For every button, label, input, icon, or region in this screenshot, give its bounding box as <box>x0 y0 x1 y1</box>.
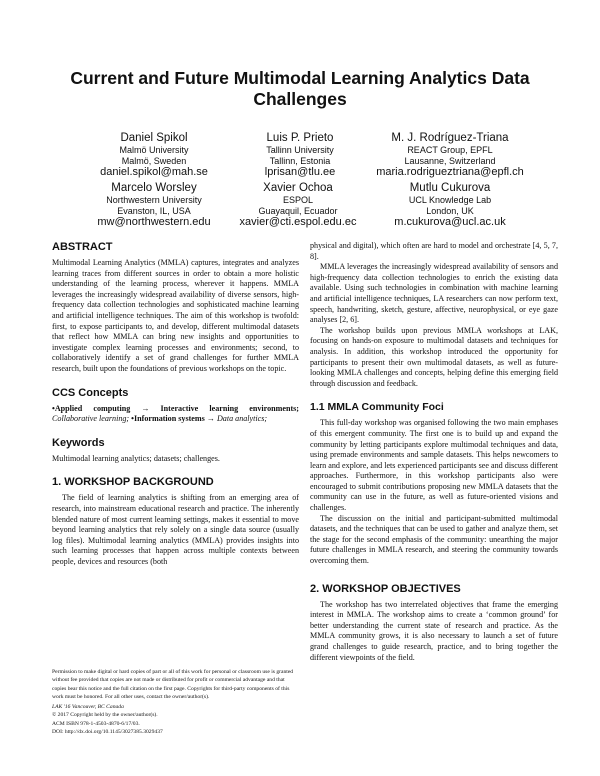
author-location: Tallinn, Estonia <box>269 155 331 166</box>
copyright-footnote <box>52 668 299 736</box>
author-location: Lausanne, Switzerland <box>404 155 496 166</box>
author-location: London, UK <box>426 205 474 216</box>
author-name: Xavier Ochoa <box>263 182 333 194</box>
author-affiliation: REACT Group, EPFL <box>407 145 493 155</box>
author-affiliation: Tallinn University <box>266 145 334 155</box>
ccs-concept: •Information systems → <box>129 414 215 424</box>
author-email: lprisan@tlu.ee <box>264 166 336 178</box>
author-block <box>213 181 383 229</box>
author-block <box>69 131 239 179</box>
author-block <box>365 181 535 229</box>
ccs-heading: CCS Concepts <box>52 386 129 399</box>
author-location: Malmö, Sweden <box>121 155 187 166</box>
subsection-heading: 1.1 MMLA Community Foci <box>310 401 444 414</box>
author-name: Mutlu Cukurova <box>409 182 491 194</box>
section-heading: 2. WORKSHOP OBJECTIVES <box>310 582 461 595</box>
doi-line[interactable]: DOI: http://dx.doi.org/10.1145/3027385.3029437 <box>52 729 163 736</box>
paper-title: Current and Future Multimodal Learning Analytics Data Challenges <box>70 68 530 109</box>
author-name: M. J. Rodríguez-Triana <box>391 132 509 144</box>
author-email: xavier@cti.espol.edu.ec <box>239 216 357 228</box>
author-affiliation: UCL Knowledge Lab <box>408 195 492 205</box>
paragraph: The workshop has two interrelated objectives that frame the emerging interest in MMLA. The workshop aims to create a ‘common ground’ for better understanding the current state of research and practice. As the MMLA community grows, it is also necessary to launch a set of future grand challenges to guide research, practice, and to bring together the different viewpoints of the field. <box>310 599 558 662</box>
ccs-concept: •Applied computing → Interactive learning environments; <box>52 403 299 413</box>
right-column <box>310 241 558 663</box>
abstract-heading: ABSTRACT <box>52 241 113 253</box>
keywords-heading: Keywords <box>52 436 105 449</box>
abstract-text: Multimodal Learning Analytics (MMLA) captures, integrates and analyzes learning traces from different sources in order to obtain a more holistic understanding of the learning process, wherever it happens. MMLA leverages the increasingly widespread availability of diverse sensors, high-frequency data collection technologies and sophisticated machine learning and artificial intelligence techniques. The aim of this workshop is twofold: first, to expose participants to, and develop, different multimodal datasets that reflect how MMLA can bring new insights and opportunities to investigate complex learning processes and environments; second, to collaboratively identify a set of grand challenges for further MMLA research, built upon the foundations of previous workshops on the topic. <box>52 258 299 373</box>
section-text: The field of learning analytics is shifting from an emerging area of research, into mainstream educational research and practice. The inherently blended nature of most current learning settings, makes it essential to move beyond learning analytics that rely solely on a single data source (usually log files). Multimodal learning analytics (MMLA) provides insights into such learning processes that happen across multiple contexts between people, devices and resources (both <box>52 493 299 566</box>
left-column <box>52 241 299 567</box>
author-affiliation: ESPOL <box>282 195 313 205</box>
copyright-line: © 2017 Copyright held by the owner/author(s). <box>52 712 158 719</box>
keywords-text: Multimodal learning analytics; datasets; challenges. <box>52 453 220 463</box>
paragraph: The workshop builds upon previous MMLA workshops at LAK, focusing on hands-on exposure to multimodal datasets and techniques for analysis. In addition, this workshop introduced the opportunity for participants to present their own multimodal datasets, as well as future-looking MMLA challenges and concepts, helping define this emerging field through discussion and feedback. <box>310 325 558 388</box>
author-affiliation: Malmö University <box>119 145 189 155</box>
author-location: Guayaquil, Ecuador <box>258 205 338 216</box>
author-block <box>350 131 550 179</box>
author-email: m.cukurova@ucl.ac.uk <box>394 216 506 228</box>
author-name: Marcelo Worsley <box>111 182 197 194</box>
permission-notice: Permission to make digital or hard copies of part or all of this work for personal or classroom use is granted without fee provided that copies are not made or distributed for profit or commercial advantage and that copies bear this notice and the full citation on the first page. Copyrights for third-party components of this work must be honored. For all other uses, contact the owner/author(s). <box>52 669 294 700</box>
ccs-concept: Collaborative learning; <box>52 414 130 424</box>
section-heading: 1. WORKSHOP BACKGROUND <box>52 476 214 489</box>
author-name: Luis P. Prieto <box>266 132 334 144</box>
paragraph: This full-day workshop was organised following the two main emphases of this emergent community. The first one is to build up and expand the community by letting participants explore multimodal techniques and data, using premade environments and sample datasets. This helps newcomers to learn and explore, and lets experienced participants see and discuss different approaches. Furthermore, in this workshop participants also were encouraged to submit contributions proposing new MMLA datasets that the community can use in the future, as well as future-oriented visions and challenges. <box>310 418 558 513</box>
ccs-text <box>52 404 299 425</box>
paragraph: MMLA leverages the increasingly widespread availability of sensors and high-frequency data collection technologies to enrich the existing data available. Using such technologies in combination with machine learning and artificial intelligence techniques, LA researchers can now perform text, speech, handwriting, sketch, gesture, affective, neurophysical, or eye gaze analyses [2, 6]. <box>310 262 558 325</box>
author-affiliation: Northwestern University <box>106 195 202 205</box>
author-email: daniel.spikol@mah.se <box>100 166 208 178</box>
author-name: Daniel Spikol <box>120 132 188 144</box>
isbn-line: ACM ISBN 978-1-4503-4870-6/17/03. <box>52 720 140 727</box>
paragraph: physical and digital), which often are hard to model and orchestrate [4, 5, 7, 8]. <box>310 241 558 261</box>
paragraph: The discussion on the initial and participant-submitted multimodal datasets, and the techniques that can be used to gather and analyze them, set the stage for the second emphasis of the community: unearthing the major future challenges in MMLA research, and steering the community towards overcoming them. <box>310 513 558 566</box>
conference-info: LAK '16 Vancouver, BC Canada <box>52 704 124 711</box>
author-email: maria.rodrigueztriana@epfl.ch <box>376 166 524 178</box>
author-email: mw@northwestern.edu <box>97 216 211 228</box>
ccs-concept: Data analytics; <box>216 414 268 424</box>
author-location: Evanston, IL, USA <box>117 205 191 216</box>
